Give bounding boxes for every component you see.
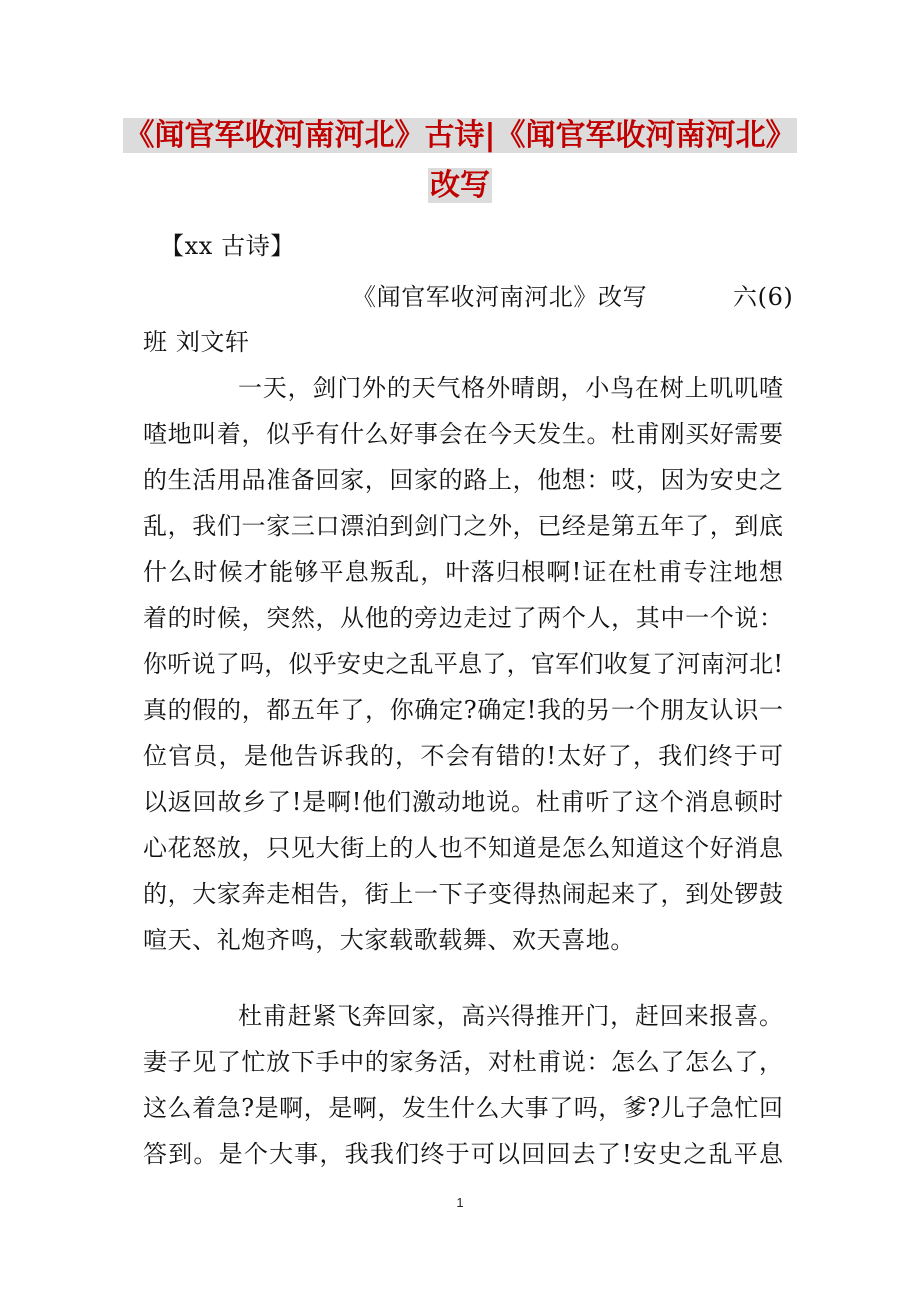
page-number: 1 (456, 1195, 464, 1210)
paragraph-line: 的生活用品准备回家，回家的路上，他想：哎，因为安史之 (143, 466, 783, 494)
paragraph-line: 妻子见了忙放下手中的家务活，对杜甫说：怎么了怎么了， (143, 1048, 783, 1076)
paragraph-line: 你听说了吗，似乎安史之乱平息了，官军们收复了河南河北! (143, 650, 783, 678)
paragraph-line: 什么时候才能够平息叛乱，叶落归根啊!证在杜甫专注地想 (143, 558, 783, 586)
paragraph-line: 一天，剑门外的天气格外晴朗，小鸟在树上叽叽喳 (238, 374, 783, 402)
category-tag: 【xx 古诗】 (160, 232, 295, 260)
paragraph-line: 心花怒放，只见大街上的人也不知道是怎么知道这个好消息 (143, 834, 783, 862)
essay-subtitle: 《闻官军收河南河北》改写 (352, 283, 648, 311)
paragraph-line: 位官员，是他告诉我的，不会有错的!太好了，我们终于可 (143, 742, 783, 770)
paragraph-line: 杜甫赶紧飞奔回家，高兴得推开门，赶回来报喜。 (238, 1002, 783, 1030)
paragraph-line: 这么着急?是啊，是啊，发生什么大事了吗，爹?儿子急忙回 (143, 1094, 783, 1122)
paragraph-line: 答到。是个大事，我我们终于可以回回去了!安史之乱平息 (143, 1140, 783, 1168)
paragraph-line: 喳地叫着，似乎有什么好事会在今天发生。杜甫刚买好需要 (143, 420, 783, 448)
paragraph-line: 真的假的，都五年了，你确定?确定!我的另一个朋友认识一 (143, 696, 783, 724)
paragraph-line: 乱，我们一家三口漂泊到剑门之外，已经是第五年了，到底 (143, 512, 783, 540)
class-label: 六(6) (733, 283, 794, 311)
document-title-line-1: 《闻官军收河南河北》古诗|《闻官军收河南河北》 (124, 118, 796, 153)
paragraph-line: 着的时候，突然，从他的旁边走过了两个人，其中一个说： (143, 604, 783, 632)
paragraph-line: 的，大家奔走相告，街上一下子变得热闹起来了，到处锣鼓 (143, 880, 783, 908)
paragraph-line: 喧天、礼炮齐鸣，大家载歌载舞、欢天喜地。 (143, 926, 635, 954)
author-line: 班 刘文轩 (143, 328, 250, 356)
paragraph-line: 以返回故乡了!是啊!他们激动地说。杜甫听了这个消息顿时 (143, 788, 783, 816)
document-title-line-2: 改写 (430, 168, 490, 203)
